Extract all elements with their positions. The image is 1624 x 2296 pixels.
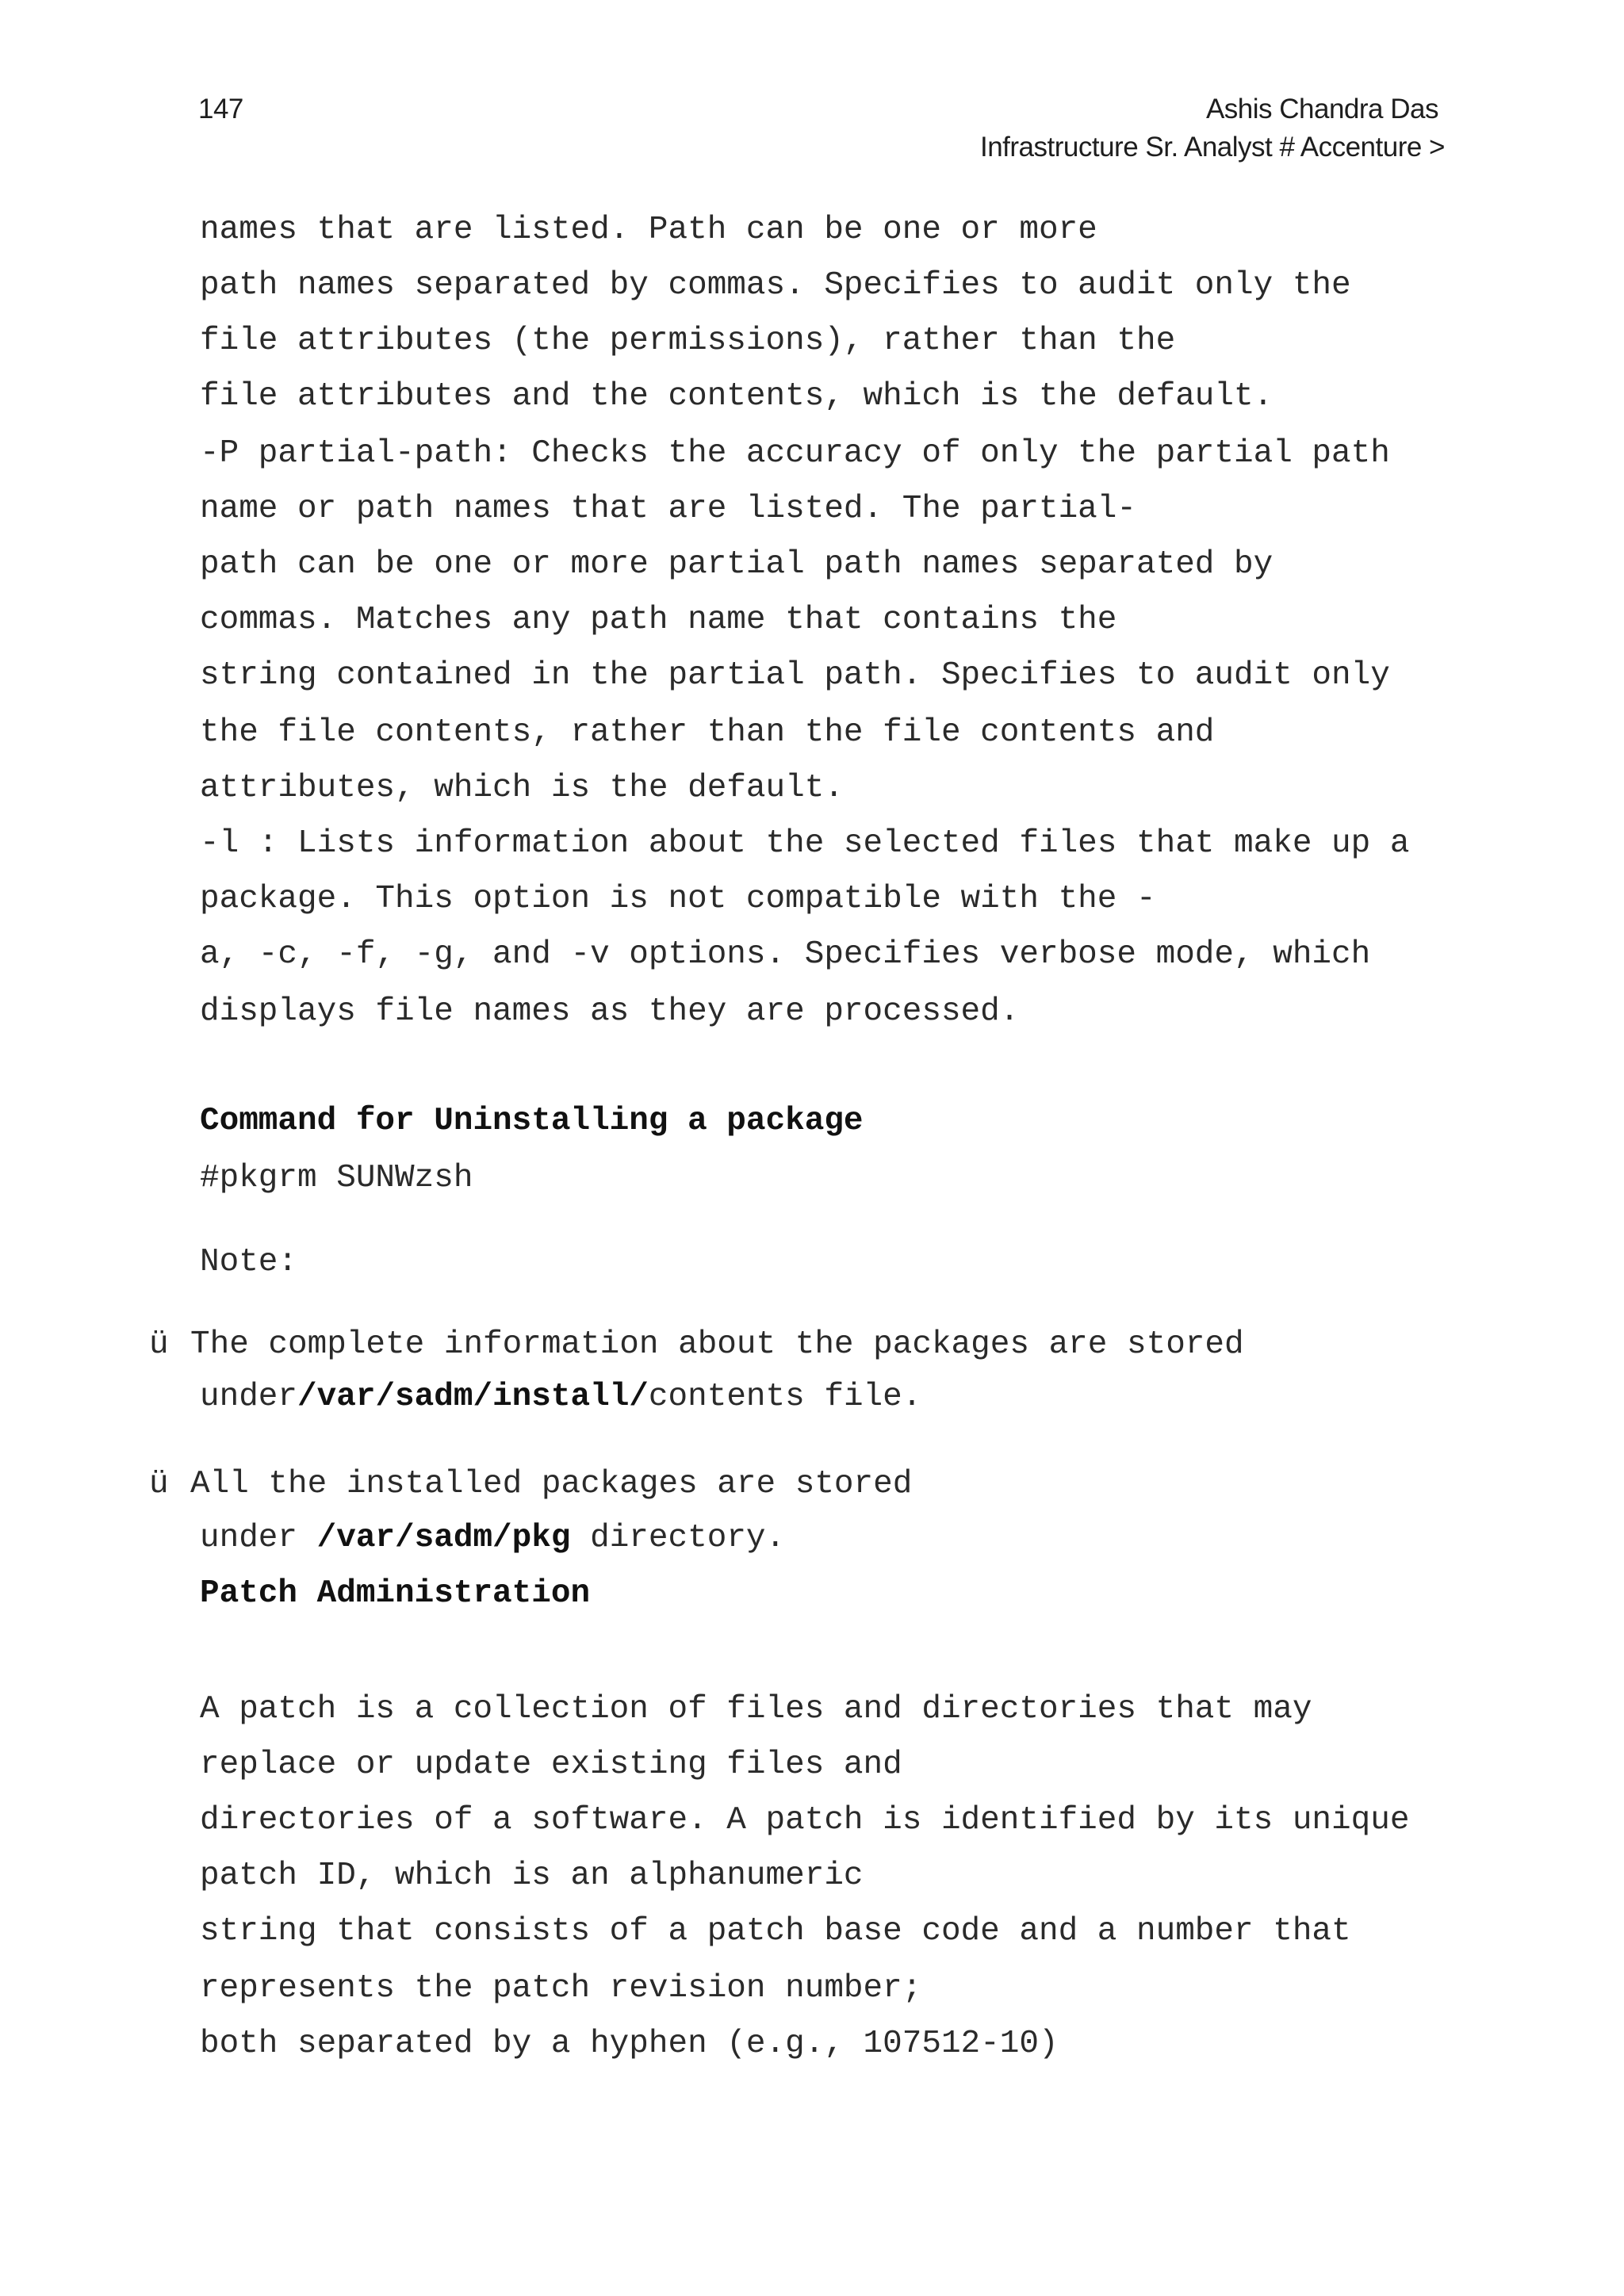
body-line: name or path names that are listed. The partial-: [200, 491, 1136, 527]
body-line: path can be one or more partial path names separated by: [200, 546, 1274, 583]
body-line: file attributes (the permissions), rather than the: [200, 323, 1176, 359]
patch-line: replace or update existing files and: [200, 1747, 902, 1783]
pkg-directory-path: /var/sadm/pkg: [316, 1520, 571, 1556]
bullet-continuation: [200, 1381, 921, 1414]
bullet-marker: ü: [149, 1466, 169, 1502]
body-line: path names separated by commas. Specifies to audit only the: [200, 267, 1351, 304]
bullet-prefix: under: [200, 1379, 298, 1415]
bullet-prefix: under: [200, 1520, 317, 1556]
author-role: Infrastructure Sr. Analyst # Accenture >: [979, 132, 1445, 163]
body-line: displays file names as they are processed.: [200, 993, 1020, 1030]
note-label: Note:: [200, 1244, 298, 1280]
body-line: commas. Matches any path name that contains the: [200, 602, 1117, 638]
install-contents-path: /var/sadm/install/: [297, 1379, 649, 1415]
body-line: file attributes and the contents, which is the default.: [200, 378, 1274, 415]
uninstall-command: #pkgrm SUNWzsh: [200, 1160, 473, 1196]
page-number: 147: [198, 94, 243, 124]
patch-line: A patch is a collection of files and directories that may: [200, 1691, 1312, 1728]
body-line: a, -c, -f, -g, and -v options. Specifies verbose mode, which: [200, 936, 1371, 973]
body-line: names that are listed. Path can be one or more: [200, 212, 1097, 248]
patch-line: patch ID, which is an alphanumeric: [200, 1858, 864, 1894]
patch-line: directories of a software. A patch is identified by its unique: [200, 1802, 1410, 1839]
uninstall-heading: Command for Uninstalling a package: [200, 1103, 864, 1139]
author-name: Ashis Chandra Das: [1205, 94, 1438, 124]
body-line: package. This option is not compatible with the -: [200, 881, 1156, 917]
body-line: the file contents, rather than the file contents and: [200, 714, 1215, 751]
bullet-marker: ü: [149, 1326, 169, 1363]
patch-line: string that consists of a patch base code and a number that: [200, 1913, 1351, 1950]
body-line: attributes, which is the default.: [200, 770, 844, 806]
body-line: string contained in the partial path. Specifies to audit only: [200, 657, 1390, 694]
bullet-text: All the installed packages are stored: [190, 1466, 913, 1502]
patch-line: both separated by a hyphen (e.g., 107512-10): [200, 2026, 1059, 2062]
bullet-text: The complete information about the packages are stored: [190, 1326, 1244, 1363]
body-line: -l : Lists information about the selected files that make up a: [200, 825, 1410, 862]
bullet-suffix: contents file.: [648, 1379, 922, 1415]
body-line: -P partial-path: Checks the accuracy of only the partial path: [200, 435, 1390, 472]
patch-heading: Patch Administration: [200, 1575, 591, 1612]
patch-line: represents the patch revision number;: [200, 1970, 922, 2007]
bullet-continuation: [200, 1522, 785, 1555]
bullet-suffix: directory.: [570, 1520, 786, 1556]
